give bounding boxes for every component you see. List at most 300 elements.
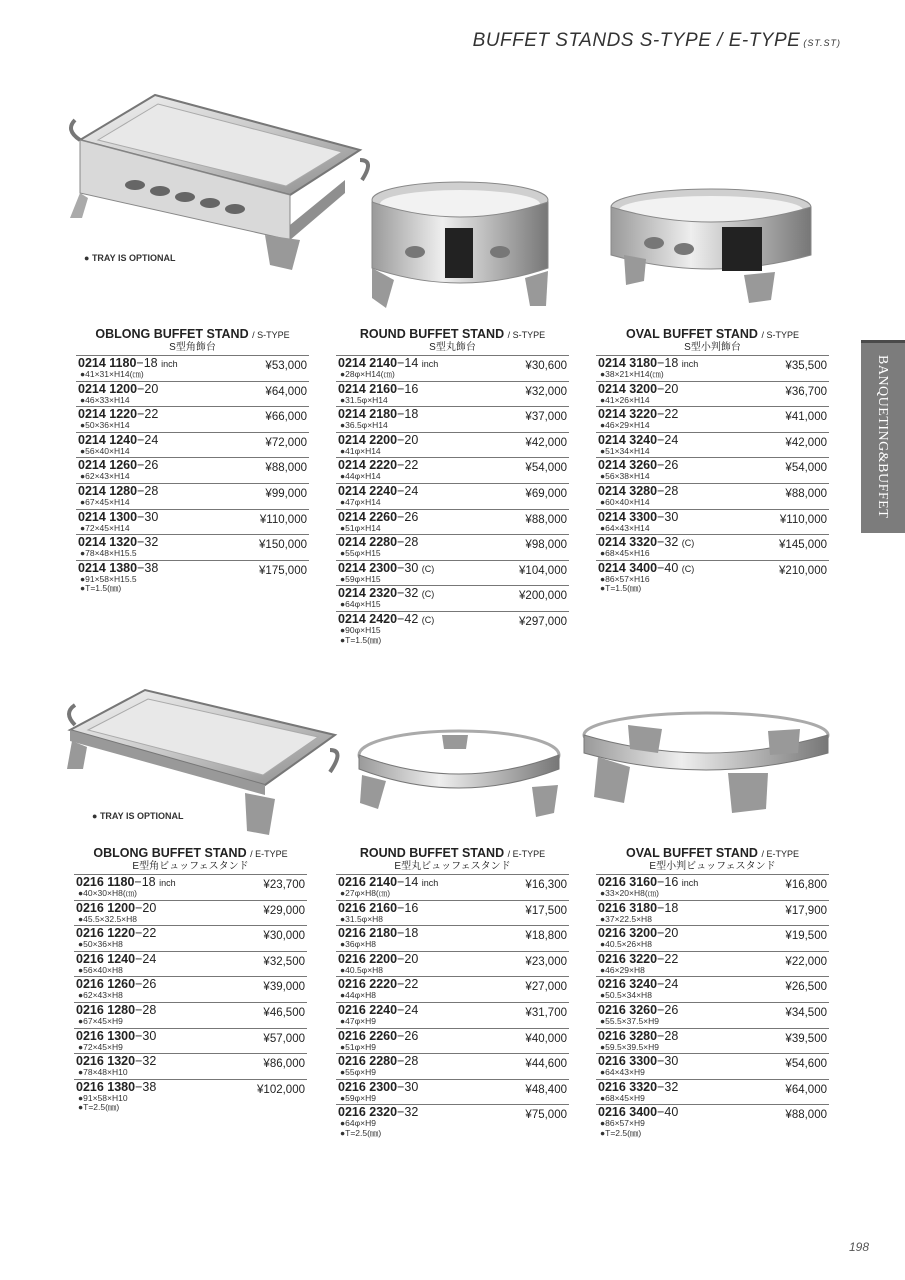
product-code: 0214 1200	[78, 381, 138, 396]
product-price: ¥35,500	[785, 360, 827, 372]
product-code: 0214 3200	[598, 381, 658, 396]
product-row[interactable]	[336, 925, 569, 951]
product-row[interactable]	[336, 457, 569, 483]
product-size	[397, 926, 418, 940]
section-type: / S-TYPE	[761, 330, 799, 340]
product-dimensions: ●68×45×H16	[600, 548, 650, 559]
product-size-unit: (C)	[681, 538, 695, 549]
product-row[interactable]	[336, 874, 569, 900]
product-code: 0214 1320	[78, 535, 138, 550]
product-row[interactable]	[596, 509, 829, 535]
product-size-value: −40	[657, 1105, 679, 1120]
product-size-value: −16	[657, 875, 679, 889]
product-dimensions: ●78×48×H15.5	[80, 548, 137, 559]
product-price: ¥150,000	[259, 539, 307, 552]
product-dimensions: ●41φ×H14	[340, 445, 381, 456]
section-title-text: OVAL BUFFET STAND	[626, 327, 758, 341]
product-price: ¥23,700	[263, 879, 305, 891]
product-price: ¥54,000	[525, 462, 567, 475]
product-row[interactable]	[596, 925, 829, 951]
product-dimensions: ●44φ×H14	[340, 471, 381, 482]
product-code: 0214 2320	[338, 586, 398, 601]
product-row[interactable]	[336, 585, 569, 611]
product-dimensions: ●51×34×H14	[600, 445, 650, 456]
product-code: 0216 2280	[338, 1054, 398, 1069]
product-row[interactable]	[336, 1079, 569, 1105]
product-size	[137, 535, 158, 549]
product-dimensions: ●46×29×H8	[600, 964, 645, 975]
product-code: 0216 3300	[598, 1054, 658, 1069]
product-row[interactable]	[596, 483, 829, 509]
product-dimensions: ●78×48×H10	[78, 1067, 128, 1078]
product-price: ¥30,000	[263, 930, 305, 943]
product-size-value: −32	[397, 1105, 419, 1120]
section-title	[596, 327, 829, 342]
product-size-value: −26	[397, 509, 419, 524]
product-dimensions: ●91×58×H15.5	[80, 573, 137, 584]
product-code: 0216 2200	[338, 951, 398, 966]
product-row[interactable]	[74, 874, 307, 900]
product-size	[137, 510, 158, 524]
product-code: 0216 3280	[598, 1028, 658, 1043]
product-price: ¥104,000	[519, 564, 567, 577]
product-price: ¥27,000	[525, 981, 567, 994]
product-price: ¥53,000	[265, 360, 307, 372]
product-row[interactable]	[74, 1079, 307, 1105]
product-code: 0214 1240	[78, 432, 138, 447]
product-code: 0214 1260	[78, 458, 138, 473]
section-japanese-name: E型角ビュッフェスタンド	[132, 861, 249, 872]
section-japanese-name: E型小判ビュッフェスタンド	[649, 861, 776, 872]
round-s-section	[336, 327, 569, 645]
product-size	[657, 1054, 678, 1068]
product-size-value: −22	[657, 407, 679, 422]
thickness-note: ●T=1.5(㎜)	[80, 583, 122, 594]
product-dimensions: ●59φ×H9	[340, 1092, 376, 1103]
product-code: 0216 1260	[76, 977, 136, 992]
product-size-value: −26	[657, 458, 679, 473]
oblong-e-section	[74, 846, 307, 1112]
product-size	[137, 433, 158, 447]
product-row[interactable]	[336, 355, 569, 381]
product-code: 0214 1220	[78, 407, 138, 422]
product-price: ¥88,000	[265, 462, 307, 475]
product-size-value: −38	[135, 1079, 157, 1094]
product-price: ¥22,000	[785, 955, 827, 968]
product-dimensions: ●40×30×H8(㎝)	[78, 888, 137, 898]
product-price: ¥88,000	[525, 513, 567, 526]
product-size-value: −18	[136, 356, 158, 370]
product-dimensions: ●86×57×H9	[600, 1118, 645, 1129]
product-code: 0214 3220	[598, 407, 658, 422]
product-row[interactable]	[336, 381, 569, 407]
product-size-value: −20	[135, 900, 157, 915]
product-code: 0214 3400	[598, 560, 658, 575]
product-dimensions: ●28φ×H14(㎝)	[340, 369, 395, 379]
product-code: 0216 3200	[598, 926, 658, 941]
section-type: / E-TYPE	[507, 849, 546, 859]
product-size	[657, 1029, 678, 1043]
product-size-unit: inch	[421, 878, 439, 888]
product-size-value: −24	[657, 432, 679, 447]
product-dimensions: ●59.5×39.5×H9	[600, 1041, 660, 1052]
product-code: 0214 1300	[78, 509, 138, 524]
product-size-value: −30	[657, 1054, 679, 1069]
product-size	[397, 356, 438, 370]
product-code: 0216 3260	[598, 1002, 658, 1017]
product-row[interactable]	[76, 432, 309, 458]
product-row[interactable]	[336, 900, 569, 926]
product-size-value: −28	[657, 1028, 679, 1043]
product-dimensions: ●47φ×H9	[340, 1015, 376, 1026]
product-size-value: −24	[135, 951, 157, 966]
product-row[interactable]	[596, 560, 829, 586]
product-row[interactable]	[596, 406, 829, 432]
product-size-value: −16	[397, 381, 419, 396]
product-price: ¥37,000	[525, 411, 567, 424]
product-code: 0216 2180	[338, 926, 398, 941]
product-size-unit: inch	[421, 359, 439, 369]
product-size	[657, 356, 698, 370]
product-row[interactable]	[76, 483, 309, 509]
product-size-unit: (C)	[681, 563, 695, 574]
product-price: ¥16,300	[525, 879, 567, 891]
product-size	[134, 875, 175, 889]
product-row[interactable]	[74, 1028, 307, 1054]
product-row[interactable]	[336, 1104, 569, 1130]
product-row[interactable]	[596, 457, 829, 483]
product-row[interactable]	[336, 611, 569, 637]
product-code: 0214 2300	[338, 560, 398, 575]
product-code: 0214 2220	[338, 458, 398, 473]
product-dimensions: ●56×38×H14	[600, 471, 650, 482]
product-size-value: −28	[137, 483, 159, 498]
product-code: 0214 3240	[598, 432, 658, 447]
product-code: 0214 3260	[598, 458, 658, 473]
product-dimensions: ●64×43×H14	[600, 522, 650, 533]
product-row[interactable]	[336, 951, 569, 977]
section-title-text: OBLONG BUFFET STAND	[95, 327, 249, 341]
product-size-value: −22	[137, 407, 159, 422]
product-size	[657, 875, 698, 889]
product-code: 0214 3180	[598, 356, 658, 370]
product-price: ¥48,400	[525, 1083, 567, 1096]
product-dimensions: ●62×43×H8	[78, 990, 123, 1001]
product-code: 0214 2200	[338, 432, 398, 447]
product-dimensions: ●37×22.5×H8	[600, 913, 652, 924]
product-row[interactable]	[596, 381, 829, 407]
product-price: ¥32,500	[263, 955, 305, 968]
product-row[interactable]	[76, 406, 309, 432]
product-size-value: −24	[397, 1002, 419, 1017]
product-size-unit: (C)	[421, 614, 435, 625]
product-row[interactable]	[596, 355, 829, 381]
product-size	[397, 952, 418, 966]
round-e-stand-photo	[352, 725, 567, 825]
product-dimensions: ●64φ×H15	[340, 599, 381, 610]
product-size	[657, 926, 678, 940]
product-size-value: −18	[397, 926, 419, 941]
product-size-value: −32	[397, 586, 419, 601]
thickness-note: ●T=1.5(㎜)	[340, 634, 382, 645]
product-row[interactable]	[596, 951, 829, 977]
product-price: ¥99,000	[265, 487, 307, 500]
product-size-value: −22	[135, 926, 157, 941]
tray-optional-note: ● TRAY IS OPTIONAL	[84, 253, 176, 263]
product-dimensions: ●33×20×H8(㎝)	[600, 888, 659, 898]
product-row[interactable]	[596, 1028, 829, 1054]
product-row[interactable]	[336, 976, 569, 1002]
product-row[interactable]	[74, 951, 307, 977]
product-price: ¥210,000	[779, 564, 827, 577]
product-row[interactable]	[336, 432, 569, 458]
product-code: 0214 2280	[338, 535, 398, 550]
product-price: ¥16,800	[785, 879, 827, 891]
product-row[interactable]	[74, 1053, 307, 1079]
product-code: 0214 2140	[338, 356, 398, 370]
product-size	[397, 535, 418, 549]
product-code: 0216 1200	[76, 900, 136, 915]
product-size	[397, 407, 418, 421]
product-dimensions: ●67×45×H9	[78, 1015, 123, 1026]
product-size	[397, 875, 438, 889]
product-code: 0216 2320	[338, 1105, 398, 1120]
product-price: ¥39,000	[263, 981, 305, 994]
product-size-value: −32	[137, 535, 159, 550]
product-code: 0216 1240	[76, 951, 136, 966]
tray-optional-note-2: ● TRAY IS OPTIONAL	[92, 811, 184, 821]
product-dimensions: ●55φ×H9	[340, 1067, 376, 1078]
page-header	[473, 30, 841, 52]
product-code: 0214 3300	[598, 509, 658, 524]
product-price: ¥39,500	[785, 1032, 827, 1045]
product-size-value: −30	[135, 1028, 157, 1043]
product-price: ¥102,000	[257, 1083, 305, 1096]
product-size-value: −30	[657, 509, 679, 524]
thickness-note: ●T=2.5(㎜)	[340, 1127, 382, 1138]
product-size	[397, 1029, 418, 1043]
product-size	[137, 561, 158, 575]
product-size	[657, 407, 678, 421]
product-size-value: −32	[657, 535, 679, 550]
product-row[interactable]	[336, 406, 569, 432]
product-dimensions: ●90φ×H15	[340, 624, 381, 635]
product-size	[135, 1029, 156, 1043]
product-code: 0216 3180	[598, 900, 658, 915]
product-row[interactable]	[336, 1002, 569, 1028]
product-dimensions: ●50×36×H14	[80, 420, 130, 431]
product-dimensions: ●36.5φ×H14	[340, 420, 388, 431]
product-price: ¥75,000	[525, 1109, 567, 1122]
product-dimensions: ●67×45×H14	[80, 496, 130, 507]
product-price: ¥66,000	[265, 411, 307, 424]
product-code: 0216 2160	[338, 900, 398, 915]
product-price: ¥26,500	[785, 981, 827, 994]
section-title	[336, 846, 569, 861]
section-title-text: ROUND BUFFET STAND	[359, 327, 505, 341]
product-dimensions: ●38×21×H14(㎝)	[600, 369, 664, 379]
product-size	[397, 1003, 418, 1017]
product-size	[657, 1003, 678, 1017]
product-size-value: −38	[137, 560, 159, 575]
product-row[interactable]	[336, 1053, 569, 1079]
product-size-unit: inch	[681, 359, 699, 369]
product-price: ¥46,500	[263, 1006, 305, 1019]
product-code: 0214 2260	[338, 509, 398, 524]
product-size	[137, 458, 158, 472]
section-side-tab[interactable]	[861, 340, 905, 533]
product-code: 0214 1180	[78, 356, 137, 370]
product-size	[397, 1054, 418, 1068]
product-size	[657, 977, 678, 991]
product-size-value: −18	[657, 900, 679, 915]
product-size	[397, 1080, 418, 1094]
product-code: 0214 1280	[78, 483, 138, 498]
product-size	[657, 535, 694, 549]
oval-s-section	[596, 327, 829, 593]
product-dimensions: ●41×26×H14	[600, 394, 650, 405]
product-size-value: −18	[134, 875, 156, 889]
product-size	[657, 382, 678, 396]
product-dimensions: ●47φ×H14	[340, 496, 381, 507]
product-code: 0214 2240	[338, 483, 398, 498]
thickness-note: ●T=1.5(㎜)	[600, 583, 642, 594]
product-row[interactable]	[336, 534, 569, 560]
product-code: 0216 3240	[598, 977, 658, 992]
product-code: 0214 3280	[598, 483, 658, 498]
product-row[interactable]	[596, 534, 829, 560]
product-price: ¥54,600	[785, 1058, 827, 1071]
section-title-text: OBLONG BUFFET STAND	[93, 846, 247, 860]
product-size	[397, 484, 418, 498]
side-tab-label: BANQUETING&BUFFET	[875, 355, 890, 519]
product-code: 0214 2160	[338, 381, 398, 396]
product-size-value: −42	[397, 611, 419, 626]
product-row[interactable]	[74, 1002, 307, 1028]
product-size-unit: (C)	[421, 563, 435, 574]
product-size-value: −24	[657, 977, 679, 992]
section-title	[74, 846, 307, 861]
product-size-value: −26	[137, 458, 159, 473]
product-code: 0214 1380	[78, 560, 138, 575]
product-row[interactable]	[596, 1002, 829, 1028]
product-row[interactable]	[336, 483, 569, 509]
section-title-text: ROUND BUFFET STAND	[359, 846, 505, 860]
product-size	[397, 612, 434, 626]
product-size	[135, 901, 156, 915]
product-price: ¥110,000	[259, 513, 307, 526]
product-size-value: −28	[657, 483, 679, 498]
product-size-value: −20	[657, 381, 679, 396]
product-price: ¥64,000	[265, 385, 307, 398]
product-row[interactable]	[76, 509, 309, 535]
product-dimensions: ●44φ×H8	[340, 990, 376, 1001]
product-code: 0216 3160	[598, 875, 658, 889]
product-row[interactable]	[76, 381, 309, 407]
product-row[interactable]	[596, 432, 829, 458]
product-row[interactable]	[336, 509, 569, 535]
product-price: ¥29,000	[263, 904, 305, 917]
header-title: BUFFET STANDS S-TYPE / E-TYPE	[472, 30, 801, 51]
product-size-value: −16	[397, 900, 419, 915]
product-price: ¥19,500	[785, 930, 827, 943]
product-row[interactable]	[74, 925, 307, 951]
section-title	[596, 846, 829, 861]
section-type: / S-TYPE	[252, 330, 290, 340]
oval-e-section	[596, 846, 829, 1138]
product-price: ¥18,800	[525, 930, 567, 943]
product-row[interactable]	[336, 560, 569, 586]
product-row[interactable]	[336, 1028, 569, 1054]
product-dimensions: ●62×43×H14	[80, 471, 130, 482]
product-dimensions: ●72×45×H14	[80, 522, 130, 533]
product-dimensions: ●64×43×H9	[600, 1067, 645, 1078]
product-row[interactable]	[76, 560, 309, 586]
product-size-unit: (C)	[421, 589, 435, 600]
product-price: ¥175,000	[259, 564, 307, 577]
thickness-note: ●T=2.5(㎜)	[600, 1127, 642, 1138]
product-row[interactable]	[74, 976, 307, 1002]
section-japanese-name: E型丸ビュッフェスタンド	[394, 861, 511, 872]
product-code: 0216 2260	[338, 1028, 398, 1043]
product-row[interactable]	[596, 900, 829, 926]
product-row[interactable]	[596, 1053, 829, 1079]
product-row[interactable]	[74, 900, 307, 926]
product-size	[397, 510, 418, 524]
product-size-value: −40	[657, 560, 679, 575]
product-code: 0216 2220	[338, 977, 398, 992]
product-size	[657, 510, 678, 524]
product-row[interactable]	[596, 976, 829, 1002]
section-title-text: OVAL BUFFET STAND	[626, 846, 758, 860]
product-size	[137, 407, 158, 421]
product-price: ¥41,000	[785, 411, 827, 424]
product-row[interactable]	[76, 534, 309, 560]
product-row[interactable]	[76, 355, 309, 381]
section-title	[76, 327, 309, 342]
section-japanese-name: S型小判飾台	[684, 342, 741, 353]
product-price: ¥31,700	[525, 1006, 567, 1019]
product-size-value: −30	[397, 560, 419, 575]
product-size-value: −28	[397, 535, 419, 550]
product-size	[135, 1080, 156, 1094]
product-size-value: −14	[397, 875, 419, 889]
product-size-value: −20	[137, 381, 159, 396]
product-size	[137, 382, 158, 396]
product-dimensions: ●46×33×H14	[80, 394, 130, 405]
product-row[interactable]	[596, 1079, 829, 1105]
product-size	[135, 952, 156, 966]
product-size	[657, 433, 678, 447]
product-code: 0216 3400	[598, 1105, 658, 1120]
product-size-unit: inch	[681, 878, 699, 888]
product-price: ¥88,000	[785, 487, 827, 500]
product-row[interactable]	[76, 457, 309, 483]
product-dimensions: ●72×45×H9	[78, 1041, 123, 1052]
product-code: 0216 3220	[598, 951, 658, 966]
oval-s-stand-photo	[604, 185, 819, 310]
oblong-s-section	[76, 327, 309, 593]
product-price: ¥64,000	[785, 1083, 827, 1096]
product-size	[135, 1003, 156, 1017]
product-code: 0214 3320	[598, 535, 658, 550]
product-dimensions: ●50.5×34×H8	[600, 990, 652, 1001]
product-code: 0216 1320	[76, 1054, 136, 1069]
product-row[interactable]	[596, 874, 829, 900]
product-row[interactable]	[596, 1104, 829, 1130]
product-price: ¥297,000	[519, 615, 567, 628]
product-size-value: −24	[397, 483, 419, 498]
